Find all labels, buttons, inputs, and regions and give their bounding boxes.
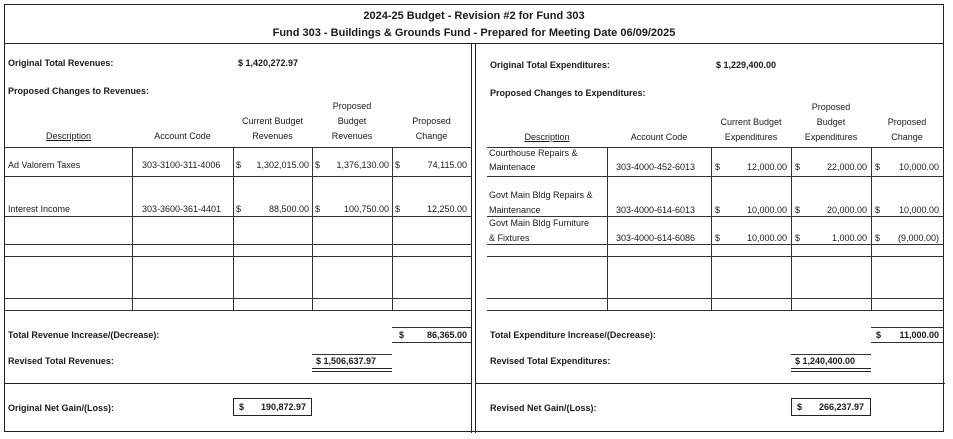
rev-col-description: Description [45, 131, 92, 141]
rev-col-account: Account Code [154, 131, 211, 141]
original-revenues-label: Original Total Revenues: [8, 58, 114, 68]
rev-row-proposed: 100,750.00 [343, 204, 389, 214]
rev-grid-col [132, 147, 133, 310]
rev-row-account: 303-3100-311-4006 [142, 160, 221, 170]
rev-col-proposed-l3: Revenues [331, 131, 373, 141]
rev-grid-line [5, 216, 471, 217]
rev-row-change: 12,250.00 [426, 204, 467, 214]
exp-grid-col [607, 147, 608, 310]
rev-dollar-sign: $ [399, 330, 405, 340]
exp-col-proposed-l2: Budget [816, 117, 846, 127]
revenue-changes-label: Proposed Changes to Revenues: [8, 86, 150, 96]
exp-col-change-l2: Change [891, 132, 923, 142]
exp-total-topline [871, 327, 943, 328]
exp-net-separator [476, 383, 945, 384]
revised-expenditures-label: Revised Total Expenditures: [490, 356, 611, 366]
exp-col-change-l1: Proposed [887, 117, 927, 127]
revised-net-value: 266,237.97 [818, 402, 864, 412]
exp-revised-double-underline [791, 368, 871, 372]
rev-net-separator [5, 383, 471, 384]
rev-dollar-sign: $ [315, 160, 321, 170]
exp-grid-col [791, 147, 792, 310]
rev-col-proposed-l1: Proposed [332, 101, 372, 111]
revised-net-label: Revised Net Gain/(Loss): [490, 403, 597, 413]
exp-row-description-l2: & Fixtures [489, 233, 530, 243]
exp-grid-line [487, 244, 943, 245]
rev-total-topline [392, 327, 471, 328]
exp-total-underline [871, 342, 943, 343]
total-revenue-change-value: 86,365.00 [426, 330, 467, 340]
exp-dollar-sign: $ [795, 162, 801, 172]
exp-dollar-sign: $ [876, 330, 882, 340]
original-expenditures-value: $ 1,229,400.00 [716, 60, 777, 70]
exp-dollar-sign: $ [875, 162, 881, 172]
exp-row-account: 303-4000-452-6013 [616, 162, 696, 172]
exp-row-proposed: 22,000.00 [826, 162, 867, 172]
revised-net-box [791, 398, 871, 416]
exp-row-current: 10,000.00 [746, 205, 787, 215]
exp-col-description: Description [524, 132, 570, 142]
exp-row-proposed: 20,000.00 [826, 205, 867, 215]
original-expenditures-label: Original Total Expenditures: [490, 60, 610, 70]
exp-row-change: 10,000.00 [898, 205, 939, 215]
budget-sheet [4, 4, 944, 432]
rev-col-change-l2: Change [415, 131, 448, 141]
original-net-label: Original Net Gain/(Loss): [8, 403, 115, 413]
rev-row-description: Interest Income [8, 204, 71, 214]
rev-row-current: 88,500.00 [268, 204, 309, 214]
exp-col-proposed-l3: Expenditures [804, 132, 858, 142]
rev-grid-line [5, 310, 471, 311]
exp-row-description-l1: Govt Main Bldg Repairs & [489, 190, 593, 200]
exp-grid-line [487, 298, 943, 299]
net-dollar-sign: $ [239, 402, 245, 412]
original-revenues-value: $ 1,420,272.97 [238, 58, 299, 68]
original-net-value: 190,872.97 [260, 402, 306, 412]
rev-grid-col [233, 147, 234, 310]
rev-row-account: 303-3600-361-4401 [142, 204, 222, 214]
total-revenue-change-label: Total Revenue Increase/(Decrease): [8, 330, 160, 340]
rev-dollar-sign: $ [395, 204, 401, 214]
exp-dollar-sign: $ [715, 162, 721, 172]
revised-expenditures-value: $ 1,240,400.00 [795, 356, 856, 366]
rev-row-change: 74,115.00 [427, 160, 467, 170]
exp-row-description-l1: Courthouse Repairs & [489, 148, 578, 158]
exp-row-description-l2: Maintenace [489, 162, 536, 172]
rev-grid-line [5, 244, 471, 245]
exp-row-current: 10,000.00 [746, 233, 787, 243]
rev-row-proposed: 1,376,130.00 [336, 160, 389, 170]
exp-row-current: 12,000.00 [746, 162, 787, 172]
net-dollar-sign: $ [797, 402, 803, 412]
rev-grid-col [312, 147, 313, 310]
rev-dollar-sign: $ [395, 160, 401, 170]
rev-grid-line [5, 176, 471, 177]
total-expenditure-change-value: 11,000.00 [899, 330, 939, 340]
rev-total-underline [392, 342, 471, 343]
exp-dollar-sign: $ [715, 205, 721, 215]
exp-row-description-l2: Maintenance [489, 205, 541, 215]
exp-dollar-sign: $ [875, 205, 881, 215]
rev-grid-line [5, 147, 471, 148]
rev-grid-line [5, 298, 471, 299]
rev-dollar-sign: $ [236, 160, 242, 170]
rev-revised-topline [312, 354, 392, 355]
revised-revenues-label: Revised Total Revenues: [8, 356, 114, 366]
exp-grid-col [871, 147, 872, 310]
rev-row-current: 1,302,015.00 [256, 160, 309, 170]
section-divider [471, 43, 476, 433]
exp-grid-line [487, 310, 943, 311]
total-expenditure-change-label: Total Expenditure Increase/(Decrease): [490, 330, 656, 340]
exp-col-proposed-l1: Proposed [811, 102, 851, 112]
rev-dollar-sign: $ [236, 204, 242, 214]
exp-dollar-sign: $ [875, 233, 881, 243]
exp-col-current-l1: Current Budget [720, 117, 782, 127]
rev-dollar-sign: $ [315, 204, 321, 214]
rev-col-proposed-l2: Budget [337, 116, 367, 126]
original-net-box [233, 398, 312, 416]
exp-row-proposed: 1,000.00 [831, 233, 867, 243]
rev-grid-col [392, 147, 393, 310]
exp-dollar-sign: $ [715, 233, 721, 243]
exp-row-account: 303-4000-614-6086 [616, 233, 696, 243]
exp-grid-line [487, 256, 943, 257]
rev-col-current-l1: Current Budget [241, 116, 304, 126]
exp-grid-col [711, 147, 712, 310]
exp-dollar-sign: $ [795, 233, 801, 243]
sheet-header [5, 5, 943, 44]
exp-row-description-l1: Govt Main Bldg Furniture [489, 218, 590, 228]
rev-row-description: Ad Valorem Taxes [8, 160, 81, 170]
exp-col-current-l2: Expenditures [724, 132, 778, 142]
exp-row-account: 303-4000-614-6013 [616, 205, 696, 215]
expenditure-changes-label: Proposed Changes to Expenditures: [490, 88, 646, 98]
rev-col-change-l1: Proposed [412, 116, 451, 126]
exp-col-account: Account Code [630, 132, 688, 142]
rev-col-current-l2: Revenues [252, 131, 293, 141]
exp-row-change: 10,000.00 [898, 162, 939, 172]
revised-revenues-value: $ 1,506,637.97 [316, 356, 377, 366]
rev-revised-double-underline [312, 368, 392, 372]
exp-row-change: (9,000.00) [897, 233, 939, 243]
exp-revised-topline [791, 354, 871, 355]
title-line-1: 2024-25 Budget - Revision #2 for Fund 303 [363, 10, 585, 22]
exp-grid-line [487, 176, 943, 177]
exp-dollar-sign: $ [795, 205, 801, 215]
exp-grid-line [487, 216, 943, 217]
title-line-2: Fund 303 - Buildings & Grounds Fund - Prepared for Meeting Date 06/09/2025 [272, 27, 676, 39]
rev-grid-line [5, 256, 471, 257]
